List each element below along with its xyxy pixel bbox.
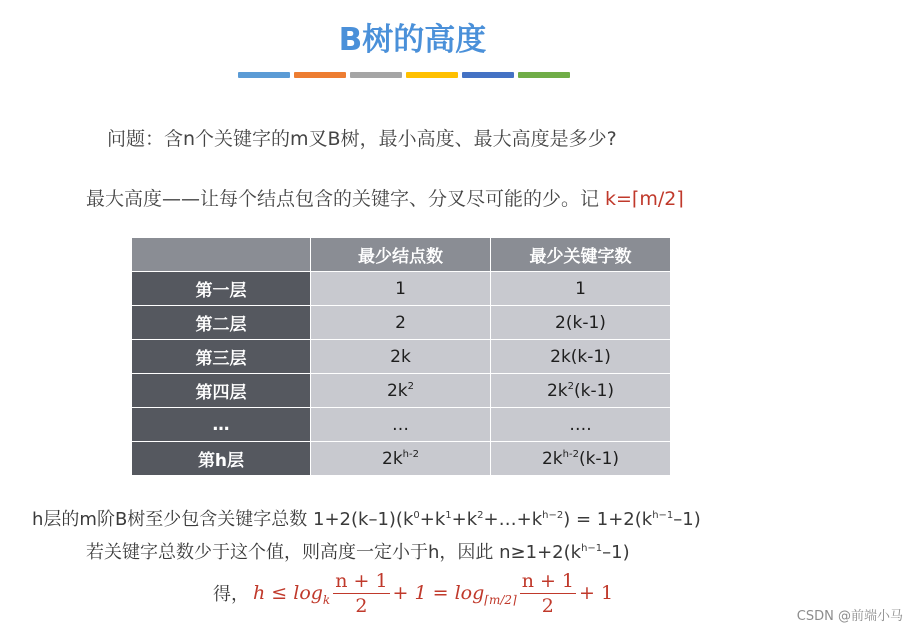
min-keys-cell (491, 340, 671, 374)
summary-text: ) = 1+2(k (563, 509, 653, 530)
color-bar (350, 72, 402, 78)
exponent: h−1 (652, 510, 674, 521)
log-base: k (322, 593, 331, 607)
min-nodes-cell (311, 306, 491, 340)
max-height-text (86, 184, 684, 211)
color-bar (462, 72, 514, 78)
table-row (132, 408, 671, 442)
fraction (520, 571, 576, 616)
question-text: 问题：含n个关键字的m叉B树，最小高度、最大高度是多少? (107, 128, 617, 150)
cell-text: … (392, 414, 409, 435)
color-bar (518, 72, 570, 78)
cell-text: 1 (395, 278, 406, 299)
summary-text: +…+k (483, 509, 543, 530)
min-keys-cell (491, 442, 671, 476)
height-formula (213, 566, 613, 620)
exponent: 2 (477, 510, 484, 521)
page-title: B树的高度 (338, 22, 487, 58)
exponent: h−2 (542, 510, 564, 521)
level-table (131, 237, 671, 476)
exponent: 1 (445, 510, 452, 521)
summary-text: 若关键字总数少于这个值，则高度一定小于h，因此 n≥1+2(k (86, 542, 582, 563)
color-bar (294, 72, 346, 78)
exponent: h-2 (562, 448, 579, 460)
table-row (132, 306, 671, 340)
min-keys-cell (491, 408, 671, 442)
row-label (132, 272, 311, 306)
min-keys-cell (491, 374, 671, 408)
watermark: CSDN @前端小马 (796, 609, 903, 624)
cell-text: 2 (395, 312, 406, 333)
row-label (132, 374, 311, 408)
cell-text: 第三层 (195, 349, 247, 369)
table-row (132, 442, 671, 476)
formula-text: + 1 (579, 582, 614, 604)
cell-text: (k-1) (578, 448, 620, 469)
k-definition: k=⌈m/2⌉ (605, 188, 684, 210)
min-keys-cell (491, 306, 671, 340)
cell-text: … (212, 414, 230, 435)
cell-text: 1 (575, 278, 586, 299)
cell-text: 2(k-1) (555, 312, 606, 333)
row-label (132, 340, 311, 374)
color-bar (406, 72, 458, 78)
exponent: 2 (567, 380, 574, 392)
table-header-cell: 最少关键字数 (491, 238, 671, 272)
table-row (132, 374, 671, 408)
cell-text: 2k (386, 380, 408, 401)
cell-text: 第四层 (195, 383, 247, 403)
table-header-cell: 最少结点数 (311, 238, 491, 272)
formula-lead: 得， (213, 584, 249, 605)
log-base: ⌈m/2⌉ (484, 593, 517, 607)
cell-text: 2k(k-1) (550, 346, 611, 367)
table-row (132, 272, 671, 306)
cell-text: 2k (546, 380, 568, 401)
fraction-denominator: 2 (541, 594, 554, 617)
row-label (132, 408, 311, 442)
cell-text: (k-1) (573, 380, 615, 401)
min-nodes-cell (311, 340, 491, 374)
fraction (333, 571, 389, 616)
min-nodes-cell (311, 272, 491, 306)
min-nodes-cell (311, 374, 491, 408)
fraction-denominator: 2 (355, 594, 368, 617)
summary-text: h层的m阶B树至少包含关键字总数 1+2(k–1)(k (32, 509, 414, 530)
exponent: h-2 (402, 448, 419, 460)
total-keys-line (32, 505, 701, 531)
summary-text: –1) (673, 509, 701, 530)
row-label (132, 442, 311, 476)
cell-text: 第二层 (195, 315, 247, 335)
summary-text: –1) (602, 542, 630, 563)
cell-text: …. (569, 414, 592, 435)
exponent: 0 (413, 510, 420, 521)
table-row (132, 340, 671, 374)
formula-text: h ≤ log (253, 582, 323, 604)
min-nodes-cell (311, 442, 491, 476)
color-bar-strip (238, 72, 570, 78)
min-nodes-cell (311, 408, 491, 442)
cell-text: 2k (382, 448, 403, 469)
min-keys-cell (491, 272, 671, 306)
fraction-numerator: n + 1 (335, 569, 388, 592)
exponent: h−1 (581, 543, 603, 554)
table-header-row (132, 238, 671, 272)
formula-math (253, 571, 613, 616)
exponent: 2 (407, 380, 415, 392)
fraction-numerator: n + 1 (521, 569, 575, 592)
max-height-description: 最大高度——让每个结点包含的关键字、分叉尽可能的少。记 (86, 188, 606, 210)
color-bar (238, 72, 290, 78)
cell-text: 第一层 (195, 281, 247, 301)
cell-text: 第h层 (197, 451, 245, 471)
table-header-cell (132, 238, 311, 272)
summary-text: +k (451, 509, 478, 530)
formula-text: + 1 = log (392, 582, 485, 604)
row-label (132, 306, 311, 340)
cell-text: 2k (390, 346, 411, 367)
cell-text: 2k (541, 448, 563, 469)
inequality-line (86, 538, 630, 564)
summary-text: +k (419, 509, 446, 530)
